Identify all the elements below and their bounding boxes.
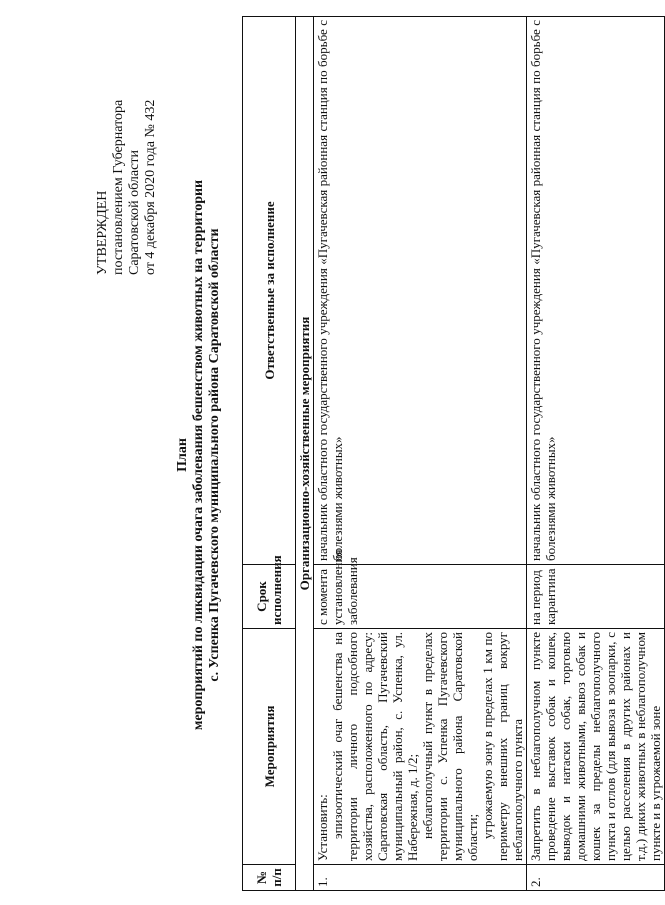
header-term: Срок исполнения — [243, 565, 296, 629]
title-location: с. Успенка Пугачевского муниципального района Саратовской области — [207, 228, 222, 682]
header-responsible: Ответственные за исполнение — [243, 17, 296, 565]
approval-line-1: УТВЕРЖДЕН — [95, 190, 110, 275]
table-row — [314, 17, 527, 891]
header-measures: Мероприятия — [243, 629, 296, 865]
measure-paragraph: Запретить в неблагополучном пункте проведение выставок собак и кошек, выводок и натаски собак, торговлю домашними животными, вывоз собак и кошек за пределы неблагополучного пункта и отлов (для вывоза в зоопарки, с целью расселения в других районах и т.д.) диких животных в неблагополучном пункте и в угрожаемой зоне — [528, 632, 663, 861]
title-subject: мероприятий по ликвидации очага заболевания бешенством животных на территории — [191, 179, 206, 731]
section-row — [296, 17, 314, 891]
row-measure — [527, 629, 665, 865]
header-num: № п/п — [243, 865, 296, 891]
row-number: 1. — [314, 865, 527, 891]
row-number: 2. — [527, 865, 665, 891]
section-title: Организационно-хозяйственные мероприятия — [296, 17, 314, 891]
approval-line-4: от 4 декабря 2020 года № 432 — [143, 99, 158, 275]
measure-paragraph: Установить: — [315, 794, 330, 861]
table-row — [527, 17, 665, 891]
document-title — [175, 135, 223, 775]
approval-stamp — [95, 15, 159, 275]
row-term: с момента установления заболевания — [314, 565, 527, 629]
row-responsible: начальник областного государственного учреждения «Пугачевская районная станция по борьбе с болезнями животных» — [527, 17, 665, 565]
measure-paragraph: угрожаемую зону в пределах 1 км по периметру внешних границ вокруг неблагополучного пункта — [480, 632, 525, 861]
table-header-row — [243, 17, 296, 891]
measures-table — [242, 16, 665, 891]
row-responsible: начальник областного государственного учреждения «Пугачевская районная станция по борьбе с болезнями животных» — [314, 17, 527, 565]
measure-paragraph: неблагополучный пункт в пределах территории с. Успенка Пугачевского муниципального района Саратовской области; — [420, 632, 480, 861]
approval-line-2: постановлением Губернатора — [111, 99, 126, 275]
title-plan: План — [175, 438, 190, 472]
approval-line-3: Саратовской области — [127, 150, 142, 275]
row-term: на период карантина — [527, 565, 665, 629]
measure-paragraph: эпизоотический очаг бешенства на территории личного подсобного хозяйства, расположенного по адресу: Саратовская область, Пугачевский муниципальный район, с. Успенка, ул. Набережная, д. 1/2; — [330, 632, 420, 861]
row-measure — [314, 629, 527, 865]
